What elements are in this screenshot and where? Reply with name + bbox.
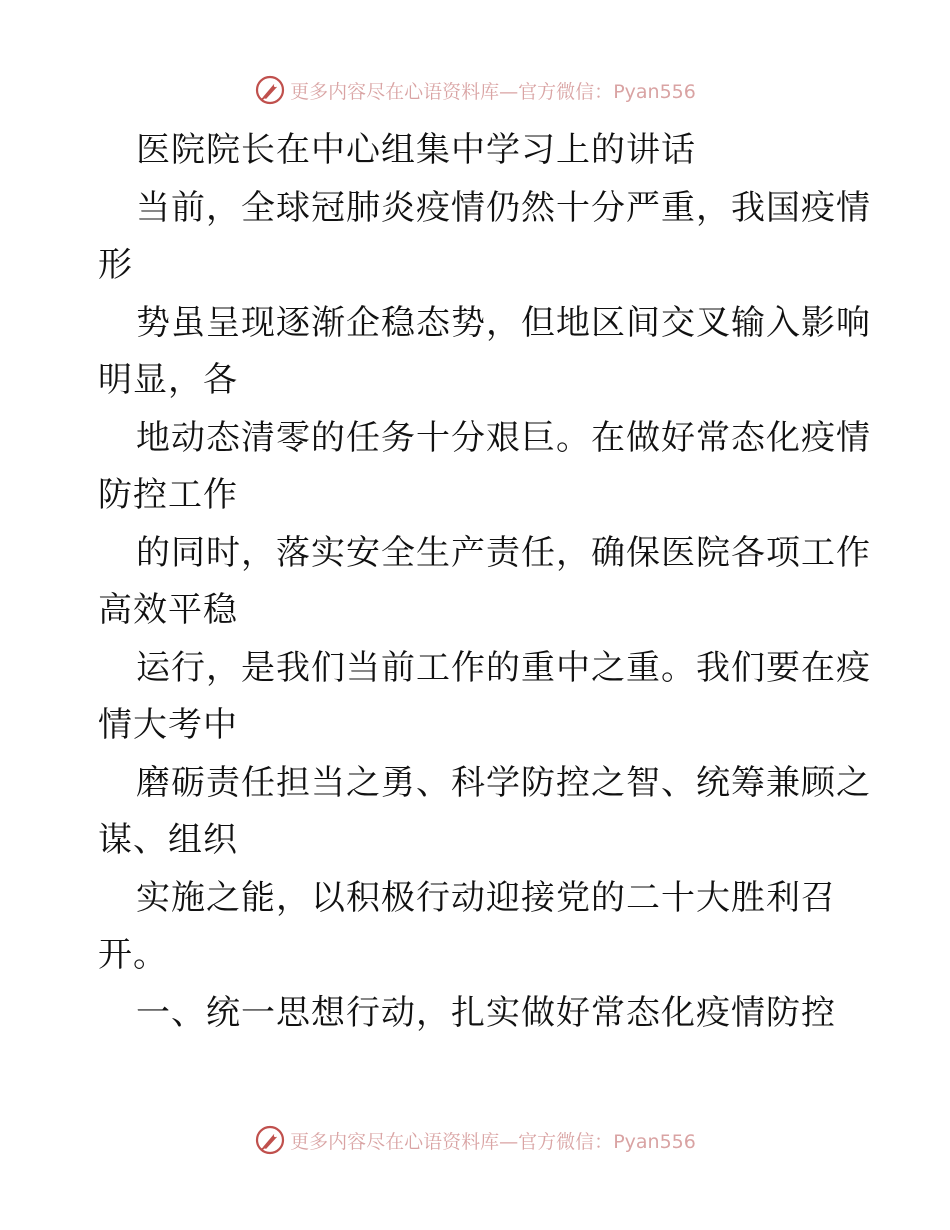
watermark-wechat-id: Pyan556 bbox=[613, 80, 696, 103]
document-line: 运行，是我们当前工作的重中之重。我们要在疫 bbox=[136, 647, 871, 688]
document-line: 谋、组织 bbox=[98, 820, 238, 860]
document-line: 明显，各 bbox=[98, 360, 238, 400]
watermark-main-text: 更多内容尽在心语资料库 bbox=[290, 80, 500, 103]
header-watermark bbox=[0, 72, 950, 108]
watermark-suffix-text: 官方微信： bbox=[518, 80, 614, 103]
document-body bbox=[98, 122, 871, 1042]
document-line: 地动态清零的任务十分艰巨。在做好常态化疫情 bbox=[136, 417, 871, 458]
footer-watermark bbox=[0, 1122, 950, 1158]
document-line: 开。 bbox=[98, 935, 168, 975]
document-title: 医院院长在中心组集中学习上的讲话 bbox=[136, 130, 696, 170]
document-line: 实施之能，以积极行动迎接党的二十大胜利召 bbox=[136, 877, 836, 918]
watermark-main-text: 更多内容尽在心语资料库 bbox=[290, 1130, 500, 1153]
watermark-wechat-id: Pyan556 bbox=[613, 1130, 696, 1153]
watermark-dash: — bbox=[499, 80, 519, 103]
document-line: 当前，全球冠肺炎疫情仍然十分严重，我国疫情 bbox=[136, 187, 871, 228]
document-line: 磨砺责任担当之勇、科学防控之智、统筹兼顾之 bbox=[136, 762, 871, 803]
document-line: 势虽呈现逐渐企稳态势，但地区间交叉输入影响 bbox=[136, 302, 871, 343]
pen-nib-logo-icon bbox=[254, 1124, 286, 1156]
document-line: 形 bbox=[98, 245, 133, 285]
watermark-suffix-text: 官方微信： bbox=[518, 1130, 614, 1153]
document-line: 的同时，落实安全生产责任，确保医院各项工作 bbox=[136, 532, 871, 573]
document-line: 情大考中 bbox=[98, 705, 238, 745]
document-line: 防控工作 bbox=[98, 475, 238, 515]
watermark-dash: — bbox=[499, 1130, 519, 1153]
document-line: 高效平稳 bbox=[98, 590, 238, 630]
pen-nib-logo-icon bbox=[254, 74, 286, 106]
section-heading: 一、统一思想行动，扎实做好常态化疫情防控 bbox=[136, 992, 836, 1033]
